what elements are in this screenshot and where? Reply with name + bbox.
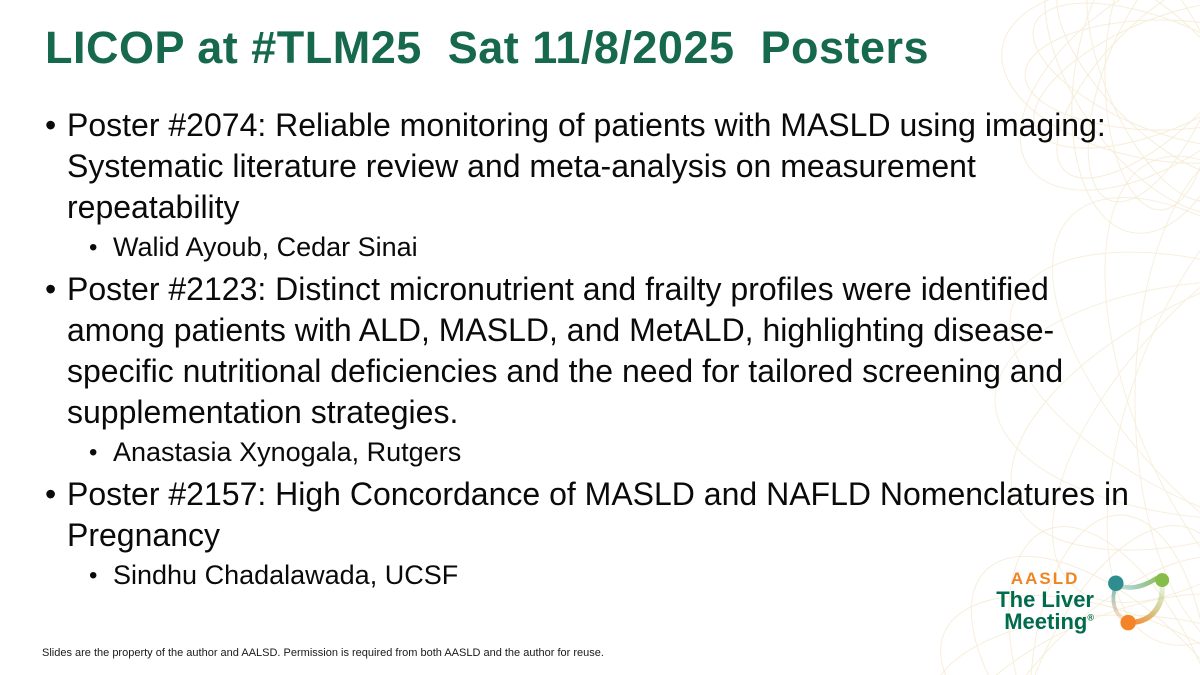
bullet-icon: •: [45, 107, 57, 143]
bullet-icon: •: [45, 270, 57, 307]
green-dot: [1155, 573, 1169, 587]
bullet-icon: •: [45, 475, 57, 512]
poster-item: [45, 269, 1150, 470]
poster-author: Anastasia Xynogala, Rutgers: [113, 436, 462, 467]
poster-author-line: [89, 230, 1150, 265]
registered-mark: ®: [1087, 612, 1094, 623]
liver-meeting-wordmark-line1: The Liver: [996, 587, 1094, 612]
poster-title-line: [45, 474, 1150, 556]
meeting-text: Meeting: [1004, 609, 1088, 634]
poster-text: Poster #2157: High Concordance of MASLD and NAFLD Nomenclatures in Pregnancy: [67, 475, 1129, 553]
slide-title: LICOP at #TLM25 Sat 11/8/2025 Posters: [45, 22, 930, 73]
poster-author-line: [89, 558, 1150, 593]
copyright-footer: Slides are the property of the author and AALSD. Permission is required from both AASLD and the author for reuse.: [42, 647, 604, 659]
liver-meeting-wordmark-line2: [1004, 611, 1094, 633]
poster-author: Walid Ayoub, Cedar Sinai: [113, 231, 418, 262]
poster-item: [45, 105, 1150, 265]
poster-item: [45, 474, 1150, 593]
aasld-wordmark: AASLD: [1010, 569, 1080, 588]
liver-meeting-logo-icon: [1100, 567, 1178, 635]
orange-dot: [1120, 615, 1135, 630]
poster-text: Poster #2074: Reliable monitoring of patients with MASLD using imaging: Systematic literature review and meta-analysis on measurement repeatability: [67, 107, 1106, 225]
poster-title-line: [45, 105, 1150, 228]
bullet-icon: •: [89, 233, 98, 261]
logo-text: [996, 569, 1094, 633]
aasld-liver-meeting-logo: [996, 567, 1178, 635]
teal-dot: [1108, 576, 1123, 591]
poster-list: [45, 105, 1150, 597]
poster-title-line: [45, 269, 1150, 433]
poster-author-line: [89, 435, 1150, 470]
poster-author: Sindhu Chadalawada, UCSF: [113, 559, 459, 590]
bullet-icon: •: [89, 561, 98, 589]
bullet-icon: •: [89, 438, 98, 466]
poster-text: Poster #2123: Distinct micronutrient and frailty profiles were identified among patients with ALD, MASLD, and MetALD, highlighting disease-specific nutritional deficiencies and the need for tailored screening and supplementation strategies.: [67, 270, 1064, 430]
